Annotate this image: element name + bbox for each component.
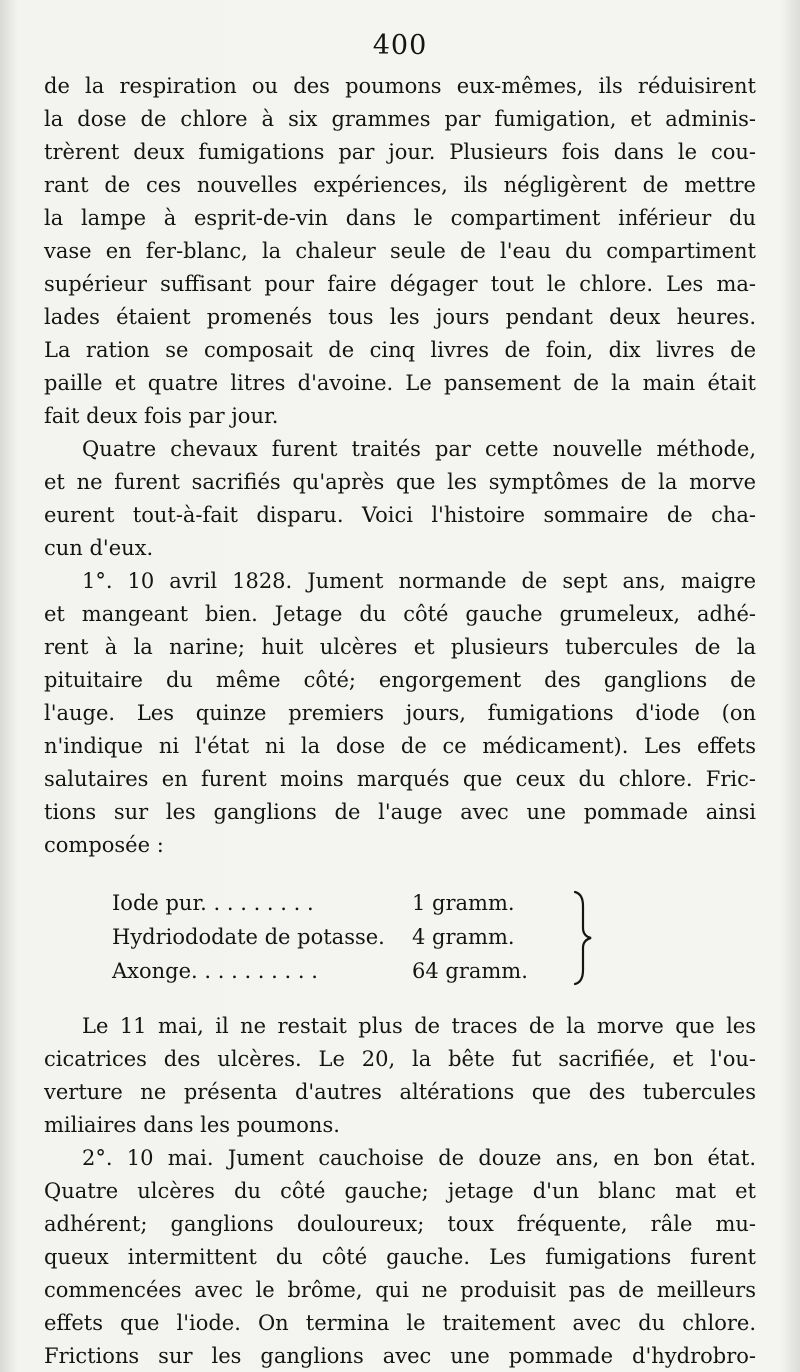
- formula-row: [112, 954, 532, 988]
- text-line: 2°. 10 mai. Jument cauchoise de douze ans, en bon état.: [82, 1146, 756, 1170]
- text-line: rant de ces nouvelles expériences, ils négligèrent de mettre: [44, 173, 756, 197]
- text-line: de la respiration ou des poumons eux-mêmes, ils réduisirent: [44, 74, 756, 98]
- text-line: pituitaire du même côté; engorgement des ganglions de: [44, 668, 756, 692]
- text-line: trèrent deux fumigations par jour. Plusieurs fois dans le cou-: [44, 140, 756, 164]
- text-line: la dose de chlore à six grammes par fumigation, et adminis-: [44, 107, 756, 131]
- text-line: la lampe à esprit-de-vin dans le compartiment inférieur du: [44, 206, 756, 230]
- page-number: 400: [372, 30, 428, 61]
- text-line: eurent tout-à-fait disparu. Voici l'histoire sommaire de cha-: [44, 503, 756, 527]
- formula-row: [112, 920, 532, 954]
- page-text: [44, 70, 756, 1372]
- text-line: rent à la narine; huit ulcères et plusieurs tubercules de la: [44, 635, 756, 659]
- text-line: La ration se composait de cinq livres de foin, dix livres de: [44, 338, 756, 362]
- text-line: Le 11 mai, il ne restait plus de traces de la morve que les: [82, 1014, 756, 1038]
- text-line: effets que l'iode. On termina le traitement avec du chlore.: [44, 1311, 756, 1335]
- paragraph-2: [44, 433, 756, 565]
- right-brace-icon: [572, 890, 594, 986]
- text-line: miliaires dans les poumons.: [44, 1113, 340, 1137]
- ingredient-name: Axonge. . . . . . . . . .: [112, 959, 318, 983]
- paragraph-5: [44, 1142, 756, 1372]
- text-line: Quatre chevaux furent traités par cette nouvelle méthode,: [82, 437, 756, 461]
- formula-row: [112, 886, 532, 920]
- ingredient-quantity: 1 gramm.: [412, 891, 515, 915]
- text-line: et mangeant bien. Jetage du côté gauche grumeleux, adhé-: [44, 602, 756, 626]
- text-line: n'indique ni l'état ni la dose de ce médicament). Les effets: [44, 734, 756, 758]
- text-line: l'auge. Les quinze premiers jours, fumigations d'iode (on: [44, 701, 756, 725]
- text-line: cicatrices des ulcères. Le 20, la bête fut sacrifiée, et l'ou-: [44, 1047, 756, 1071]
- text-line: cun d'eux.: [44, 536, 154, 560]
- text-line: vase en fer-blanc, la chaleur seule de l'eau du compartiment: [44, 239, 756, 263]
- text-line: Quatre ulcères du côté gauche; jetage d'un blanc mat et: [44, 1179, 756, 1203]
- text-line: lades étaient promenés tous les jours pendant deux heures.: [44, 305, 756, 329]
- ointment-formula: [44, 886, 756, 988]
- text-line: paille et quatre litres d'avoine. Le pansement de la main était: [44, 371, 756, 395]
- ingredient-name: Hydriododate de potasse.: [112, 925, 385, 949]
- paragraph-4: [44, 1010, 756, 1142]
- text-line: commencées avec le brôme, qui ne produisit pas de meilleurs: [44, 1278, 756, 1302]
- text-line: et ne furent sacrifiés qu'après que les symptômes de la morve: [44, 470, 756, 494]
- text-line: Frictions sur les ganglions avec une pommade d'hydrobro-: [44, 1344, 756, 1368]
- text-line: queux intermittent du côté gauche. Les fumigations furent: [44, 1245, 756, 1269]
- text-line: fait deux fois par jour.: [44, 404, 279, 428]
- paragraph-3: [44, 565, 756, 862]
- ingredient-name: Iode pur. . . . . . . . .: [112, 891, 314, 915]
- paragraph-1: [44, 70, 756, 433]
- text-line: 1°. 10 avril 1828. Jument normande de sept ans, maigre: [82, 569, 756, 593]
- text-line: supérieur suffisant pour faire dégager tout le chlore. Les ma-: [44, 272, 756, 296]
- ingredient-quantity: 64 gramm.: [412, 959, 528, 983]
- text-line: verture ne présenta d'autres altérations que des tubercules: [44, 1080, 756, 1104]
- text-line: adhérent; ganglions douloureux; toux fréquente, râle mu-: [44, 1212, 756, 1236]
- text-line: composée :: [44, 833, 164, 857]
- ingredient-quantity: 4 gramm.: [412, 925, 515, 949]
- text-line: tions sur les ganglions de l'auge avec une pommade ainsi: [44, 800, 756, 824]
- text-line: salutaires en furent moins marqués que ceux du chlore. Fric-: [44, 767, 756, 791]
